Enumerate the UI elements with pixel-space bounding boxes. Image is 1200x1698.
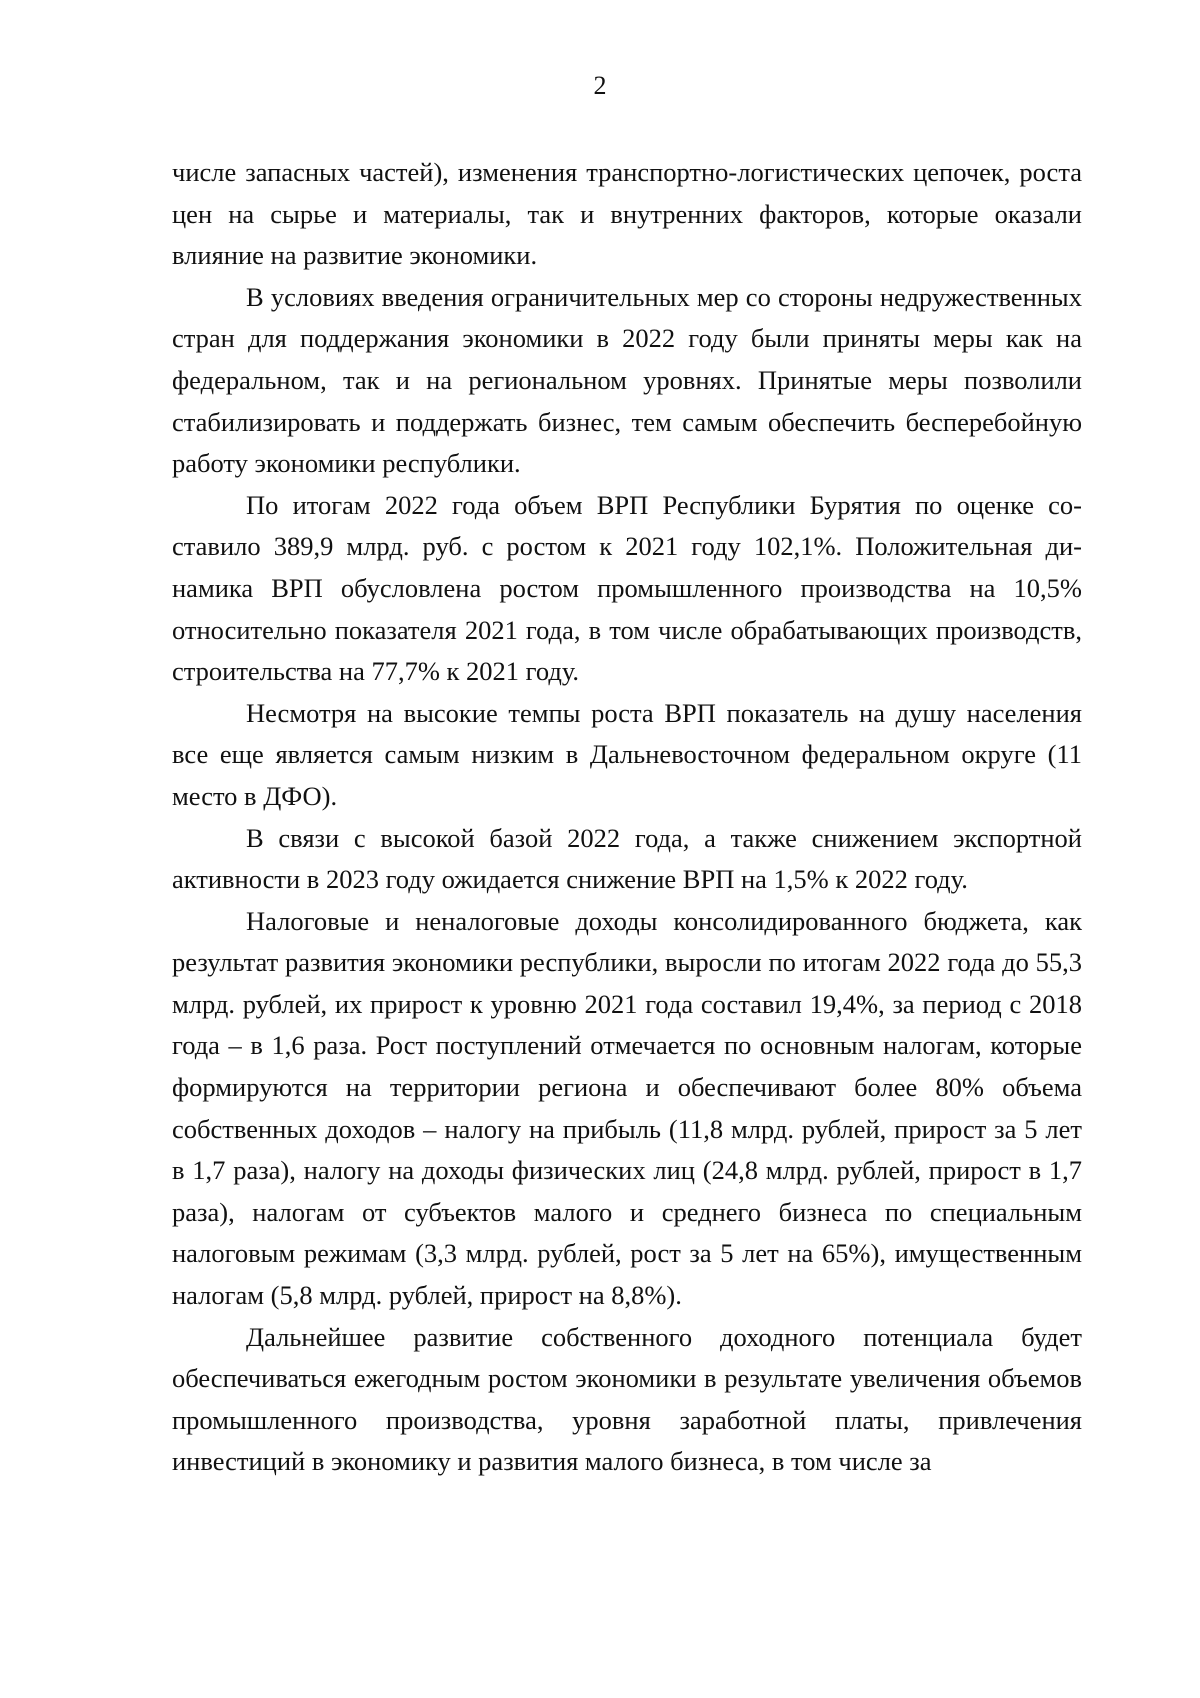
document-body <box>172 152 1082 1483</box>
paragraph-grp-2022: По итогам 2022 года объем ВРП Республики Бурятия по оценке составило 389,9 млрд. руб. с ростом к 2021 году 102,1%. Положительная динамика ВРП обусловлена ростом промышленного производства на 10,5% относительно показателя 2021 года, в том числе обрабатывающих производств, строительства на 77,7% к 2021 году. <box>172 489 1082 687</box>
paragraph-continuation: числе запасных частей), изменения транспортно-логистических цепочек, роста цен на сырье и материалы, так и внутренних факторов, которые оказали влияние на развитие экономики. <box>172 157 1082 271</box>
page-number: 2 <box>593 71 607 100</box>
paragraph-grp-2023-forecast: В связи с высокой базой 2022 года, а также снижением экспортной активности в 2023 году ожидается снижение ВРП на 1,5% к 2022 году. <box>172 822 1082 895</box>
paragraph-budget-revenues: Налоговые и неналоговые доходы консолидированного бюджета, как результат развития экономики республики, выросли по итогам 2022 года до 55,3 млрд. рублей, их прирост к уровню 2021 года составил 19,4%, за период с 2018 года – в 1,6 раза. Рост поступлений отмечается по основным налогам, которые формируются на территории региона и обеспечивают более 80% объема собственных доходов – налогу на прибыль (11,8 млрд. рублей, прирост за 5 лет в 1,7 раза), налогу на доходы физических лиц (24,8 млрд. рублей, прирост в 1,7 раза), налогам от субъектов малого и среднего бизнеса по специальным налоговым режимам (3,3 млрд. рублей, рост за 5 лет на 65%), имущественным налогам (5,8 млрд. рублей, прирост на 8,8%). <box>172 905 1082 1311</box>
paragraph-revenue-potential: Дальнейшее развитие собственного доходного потенциала будет обеспечиваться ежегодным ростом экономики в результате увеличения объемов промышленного производства, уровня заработной платы, привлечения инвестиций в экономику и развития малого бизнеса, в том числе за <box>172 1321 1082 1477</box>
paragraph-grp-per-capita: Несмотря на высокие темпы роста ВРП показатель на душу населения все еще является самым низким в Дальневосточном федеральном округе (11 место в ДФО). <box>172 697 1082 811</box>
paragraph-sanctions-measures: В условиях введения ограничительных мер со стороны недружественных стран для поддержания экономики в 2022 году были приняты меры как на федеральном, так и на региональном уровнях. Принятые меры позволили стабилизировать и поддержать бизнес, тем самым обеспечить бесперебойную работу экономики республики. <box>172 281 1082 479</box>
